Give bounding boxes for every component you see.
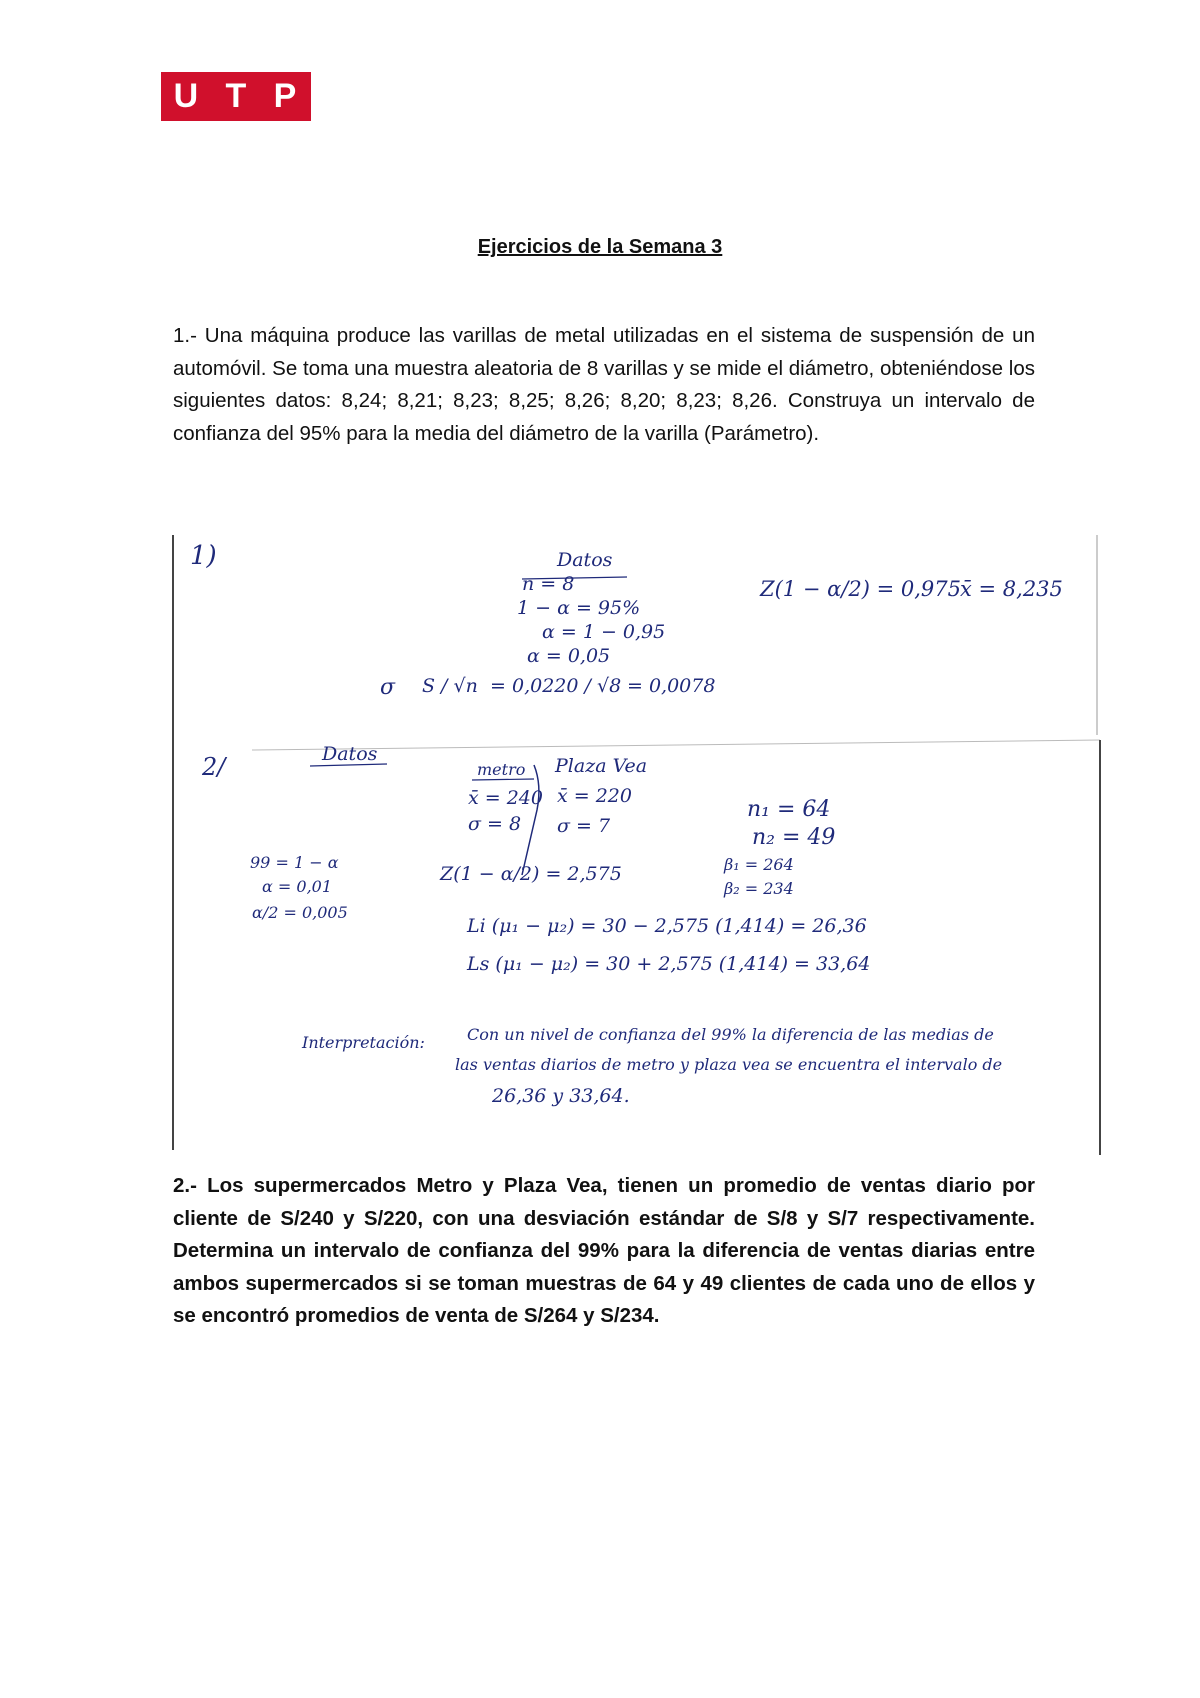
- table-divider: [522, 765, 539, 875]
- hw-confidence: 1 − α = 95%: [517, 597, 641, 619]
- hw-plaza-header: Plaza Vea: [555, 755, 648, 777]
- hw-alpha-half: α/2 = 0,005: [252, 903, 348, 922]
- hw-plaza-xbar: x̄ = 220: [557, 785, 632, 807]
- scan-second-sheet-edge: [252, 740, 1100, 750]
- hw-interpretation-line3: 26,36 y 33,64.: [492, 1085, 630, 1107]
- handwritten-solution-scan: [172, 535, 1102, 1155]
- exercise-1: [173, 320, 1035, 450]
- hw-z-2: Z(1 − α/2) = 2,575: [440, 863, 622, 885]
- utp-logo: [161, 72, 311, 121]
- hw-b2: β₂ = 234: [724, 879, 794, 898]
- hw-label-1: 1): [190, 541, 217, 571]
- hw-label-2: 2/: [202, 753, 226, 781]
- hw-datos-2: Datos: [322, 743, 378, 765]
- hw-metro-xbar: x̄ = 240: [468, 787, 543, 809]
- logo-letter-u: U: [173, 77, 201, 115]
- hw-ls: Ls (μ₁ − μ₂) = 30 + 2,575 (1,414) = 33,64: [467, 953, 871, 975]
- exercise-1-text: Una máquina produce las varillas de metal utilizadas en el sistema de suspensión de un automóvil. Se toma una muestra aleatoria de 8 varillas y se mide el diámetro, obteniéndose los siguientes datos: 8,24; 8,21; 8,23; 8,25; 8,26; 8,20; 8,23; 8,26. Construya un intervalo de confianza del 95% para la media del diámetro de la varilla (Parámetro).: [173, 324, 1035, 445]
- hw-metro-sigma: σ = 8: [468, 813, 522, 835]
- hw-alpha-val: α = 0,01: [262, 877, 333, 896]
- logo-letter-p: P: [273, 77, 299, 115]
- hw-alpha-eq: α = 1 − 0,95: [542, 621, 666, 643]
- metro-underline: [472, 779, 534, 780]
- hw-interpretation-line1: Con un nivel de confianza del 99% la diferencia de las medias de: [467, 1025, 994, 1044]
- exercise-1-number: 1.-: [173, 324, 205, 347]
- hw-interpretation-line2: las ventas diarios de metro y plaza vea se encuentra el intervalo de: [455, 1055, 1003, 1074]
- hw-value-over-root8: 0,0220 / √8: [512, 675, 622, 697]
- hw-sigma-result: = 0,0078: [627, 675, 716, 697]
- hw-xbar-1: x̄ = 8,235: [960, 577, 1063, 601]
- hw-s-over-root-n: S / √n: [422, 675, 478, 697]
- hw-metro-header: metro: [477, 760, 526, 779]
- hw-sigma-lhs: σ: [380, 675, 396, 700]
- hw-n: n = 8: [522, 573, 575, 595]
- hw-n1: n₁ = 64: [747, 797, 831, 822]
- hw-alpha: α = 0,05: [527, 645, 611, 667]
- hw-interpretation-label: Interpretación:: [302, 1033, 425, 1052]
- hw-datos-1: Datos: [557, 549, 613, 571]
- hw-li: Li (μ₁ − μ₂) = 30 − 2,575 (1,414) = 26,36: [467, 915, 867, 937]
- exercise-2: [173, 1170, 1035, 1333]
- hw-equals-1: =: [490, 675, 506, 697]
- exercise-2-number: 2.-: [173, 1174, 208, 1197]
- hw-plaza-sigma: σ = 7: [557, 815, 611, 837]
- hw-n2: n₂ = 49: [752, 825, 836, 850]
- page-title: Ejercicios de la Semana 3: [477, 236, 723, 258]
- hw-z-1: Z(1 − α/2) = 0,975: [760, 577, 961, 601]
- exercise-2-text: Los supermercados Metro y Plaza Vea, tienen un promedio de ventas diario por cliente de S/240 y S/220, con una desviación estándar de S/8 y S/7 respectivamente. Determina un intervalo de confianza del 99% para la diferencia de ventas diarias entre ambos supermercados si se toman muestras de 64 y 49 clientes de cada uno de ellos y se encontró promedios de venta de S/264 y S/234.: [173, 1174, 1035, 1327]
- logo-letter-t: T: [225, 77, 249, 115]
- hw-b1: β₁ = 264: [724, 855, 794, 874]
- hw-alpha-99: 99 = 1 − α: [250, 853, 339, 872]
